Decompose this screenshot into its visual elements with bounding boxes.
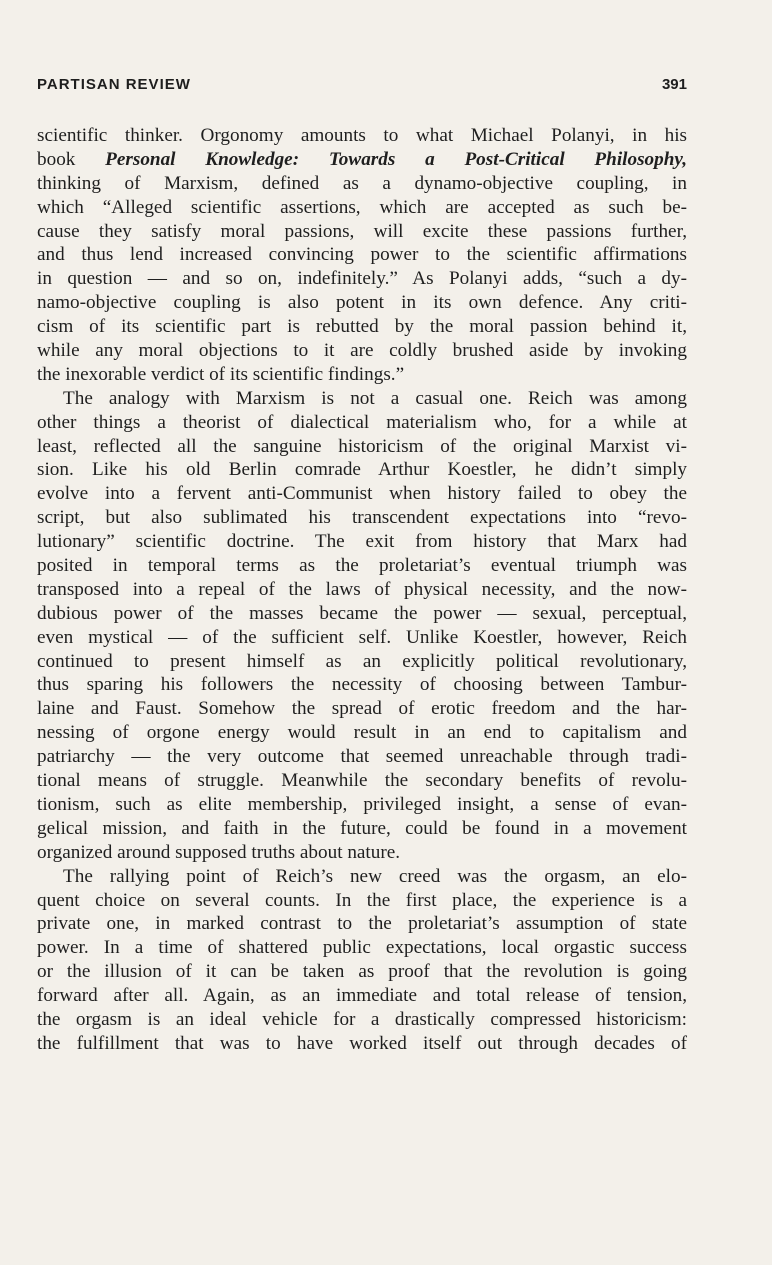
text-line: script, but also sublimated his transcendent expectations into “revo- [37,507,687,529]
text-line: the orgasm is an ideal vehicle for a drastically compressed historicism: [37,1008,687,1030]
text-line: power. In a time of shattered public expectations, local orgastic success [37,937,687,959]
text-line: which “Alleged scientific assertions, which are accepted as such be- [37,196,687,218]
text-line: the fulfillment that was to have worked itself out through decades of [37,1032,687,1054]
text-line: even mystical — of the sufficient self. Unlike Koestler, however, Reich [37,626,687,648]
book-title: Personal Knowledge: Towards a Post-Critical Philosophy, [105,148,687,170]
text-line: least, reflected all the sanguine historicism of the original Marxist vi- [37,435,687,457]
text-line: lutionary” scientific doctrine. The exit from history that Marx had [37,531,687,553]
text-line: the inexorable verdict of its scientific findings.” [37,363,405,385]
text-line: namo-objective coupling is also potent in its own defence. Any criti- [37,292,687,314]
text-line: cause they satisfy moral passions, will excite these passions further, [37,220,687,242]
text-line: sion. Like his old Berlin comrade Arthur Koestler, he didn’t simply [37,459,687,481]
text-line: organized around supposed truths about nature. [37,841,401,863]
text-line: forward after all. Again, as an immediate and total release of tension, [37,985,687,1007]
text-line: dubious power of the masses became the power — sexual, perceptual, [37,602,687,624]
text-line: thinking of Marxism, defined as a dynamo-objective coupling, in [37,172,687,194]
text-line: transposed into a repeal of the laws of physical necessity, and the now- [37,578,687,600]
page-number: 391 [661,76,687,93]
text-line: in question — and so on, indefinitely.” As Polanyi adds, “such a dy- [37,268,687,290]
text-line: while any moral objections to it are coldly brushed aside by invoking [37,340,687,362]
text-line: evolve into a fervent anti-Communist when history failed to obey the [37,483,687,505]
text-line: continued to present himself as an explicitly political revolutionary, [37,650,687,672]
text-line: tionism, such as elite membership, privileged insight, a sense of evan- [37,793,687,815]
text-line: or the illusion of it can be taken as proof that the revolution is going [37,961,687,983]
text-line: cism of its scientific part is rebutted by the moral passion behind it, [37,316,687,338]
body-text [37,124,687,1056]
text-line: and thus lend increased convincing power to the scientific affirmations [37,244,687,266]
running-head [37,76,687,100]
text-fragment: book [37,148,106,170]
text-line: patriarchy — the very outcome that seemed unreachable through tradi- [37,746,687,768]
text-line: private one, in marked contrast to the proletariat’s assumption of state [37,913,687,935]
text-line: quent choice on several counts. In the first place, the experience is a [37,889,687,911]
text-line: laine and Faust. Somehow the spread of erotic freedom and the har- [37,698,687,720]
paragraph-start: The analogy with Marxism is not a casual one. Reich was among [63,387,687,409]
text-line: gelical mission, and faith in the future, could be found in a movement [37,817,687,839]
journal-title: PARTISAN REVIEW [37,76,191,93]
text-line: scientific thinker. Orgonomy amounts to what Michael Polanyi, in his [37,125,687,146]
paragraph-start: The rallying point of Reich’s new creed was the orgasm, an elo- [63,865,687,887]
text-line: other things a theorist of dialectical materialism who, for a while at [37,411,687,433]
text-line: tional means of struggle. Meanwhile the secondary benefits of revolu- [37,770,687,792]
text-line [37,148,687,172]
text-line: posited in temporal terms as the proletariat’s eventual triumph was [37,555,687,577]
text-line: nessing of orgone energy would result in an end to capitalism and [37,722,687,744]
text-line: thus sparing his followers the necessity of choosing between Tambur- [37,674,687,696]
